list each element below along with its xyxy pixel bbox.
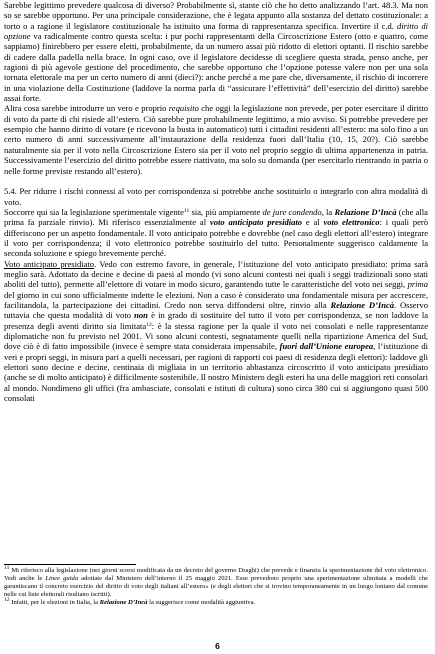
underlined-heading: Voto anticipato presidiato	[4, 258, 95, 269]
page-number: 6	[215, 641, 220, 651]
bold-italic-term: non	[134, 310, 148, 321]
italic-term: prima	[407, 279, 428, 290]
bold-italic-term: Relazione D’Incà	[99, 599, 148, 607]
text-run: che oggi la legislazione non prevede, per poter esercitare il diritto di voto da parte di chi risiede all’estero. Ciò sarebbe pure probabilmente legittimo, a mio avviso. Si potrebbe prevedere per esempio che hanno diritto di votare (e ricevono la busta in automatico) tutti i cittadini residenti all’estero: ma solo fino a un certo numero di anni successivamente all’instaurazione della residenza fuori dall’Italia (10, 15, 20?). Ciò sarebbe naturalmente sia per il voto nella Circoscrizione Estero sia per il voto nel proprio seggio di ultima appartenenza in patria. Successivamente l’esercizio del diritto potrebbe essere riattivato, ma solo su domanda (per esercitarlo rientrando in patria o nelle forme previste restando all’estero).	[4, 103, 428, 176]
bold-italic-term: Relazione D’Incà	[330, 300, 395, 311]
footnotes	[4, 567, 428, 607]
paragraph-requisito	[4, 103, 428, 175]
text-run: : è la stessa ragione per la quale il voto nei consolati e nelle rappresentanze diplomatiche non fu previsto nel 2001. Vi sono alcuni contesti, segnatamente quelli nella ripartizione America del Sud, dove ciò è di fatto impossibile (invece è sempre stata considerata impensabile,	[4, 320, 428, 352]
paragraph-opzione	[4, 0, 428, 103]
footnote-11	[4, 567, 428, 599]
text-run: è in grado di sostituire del tutto il voto per corrispondenza, se non laddove la presenza degli aventi diritto sia limitata	[4, 310, 428, 331]
italic-term: diritto di opzione	[4, 20, 428, 42]
paragraph-voto-anticipato	[4, 259, 428, 404]
text-run: , l’istituzione di veri e propri seggi, in misura pari a quelli necessari, per ragioni di rapporti coi paesi di residenza degli elettori): laddove gli elettori sono decine e decine, centinaia di migliaia in un territorio abbastanza circoscritto il voto anticipato presidiato (anche se di molto anticipato) è difficilmente sostenibile. Il nostro Ministero degli esteri ha una delle maggiori reti consolari al mondo. Nondimeno gli uffici (fra ambasciate, consolati e istituti di cultura) sono circa 380 cui si aggiungono quasi 500 consolati	[4, 341, 428, 404]
text-run: Infatti, per le elezioni in Italia, la	[9, 599, 100, 607]
text-run: . Vedo con estremo favore, in generale, l’istituzione del voto anticipato presidiato: prima sarà meglio sarà. Adottato da decine e decine di paesi al mondo (vi sono alcuni contesti nei quali i seggi tradizionali sono stati aboliti del tutto), permette all’elettore di votare in modo sicuro, garantendo tutte le caratteristiche del voto nei seggi,	[4, 258, 428, 290]
paragraph-legislazione-sperimentale	[4, 207, 428, 259]
bold-italic-term: fuori dall’Unione europea	[279, 341, 374, 352]
paragraph-gap	[4, 176, 428, 186]
bold-italic-term: voto anticipato presidiato	[209, 217, 303, 228]
text-run: va radicalmente contro questa scelta: i pur pochi rappresentanti della Circoscrizione Estero (otto e quattro, come sappiamo) finirebbero per essere eletti, probabilmente, da un numero assai più ridotto di elettori optanti. Il rischio sarebbe di cadere dalla padella nella brace. In ogni caso, ove il legislatore decidesse di scegliere questa strada, penso anche, per ragioni di più agevole gestione del procedimento, che sarebbe opportuno che l’opzione potesse valere non per una sola tornata elettorale ma per un certo numero di anni (dieci?): anche perché a me pare che, diversamente, il rischio di incorrere in una violazione della Costituzione (laddove la norma parla di “assicurare l’effettività” dell’esercizio del diritto) sarebbe assai forte.	[4, 31, 428, 104]
footnote-ref-11[interactable]: 11	[183, 207, 190, 214]
text-run: . Osservo tuttavia che questa modalità di voto	[4, 300, 428, 321]
text-run: Mi riferisco alla legislazione (nei giorni scorsi modificata da un decreto del governo Draghi) che prevede e finanzia la sperimentazione del voto elettronico. Vedi anche le	[4, 567, 428, 583]
text-run: Altra cosa sarebbe introdurre un vero e proprio	[4, 103, 169, 114]
text-run: adottate dal Ministero dell’interno il 25 maggio 2021. Esse prevedono proprio una sperimentazione ulimitata a modelli che garantiscano il concreto esercizio del diritto di voto degli italiani all’estero» (e degli elettori che si trovino temporaneamente in un luogo lontano dal comune nelle cui liste elettorali risultano iscritti).	[4, 575, 428, 599]
bold-italic-term: voto elettronico	[323, 217, 380, 228]
italic-term: de jure condendo	[262, 206, 322, 217]
footnote-separator	[4, 564, 136, 565]
italic-term: Linee guida	[45, 575, 79, 583]
text-run: , la	[321, 206, 335, 217]
text-run: : i quali però differiscono per un aspetto fondamentale. Il voto anticipato potrebbe e dovrebbe (nel caso degli elettori all’estero) integrare il voto per corrispondenza; il voto elettronico potrebbe sostituirlo del tutto. Personalmente suggerisco caldamente la seconda soluzione e spiego brevemente perché.	[4, 217, 429, 259]
text-run: Soccorre qui sia la legislazione sperimentale vigente	[4, 206, 184, 217]
bold-italic-term: Relazione D’Incà	[334, 206, 397, 217]
document-page	[4, 0, 428, 403]
footnote-ref-12[interactable]: 12	[146, 321, 152, 328]
text-run: Sarebbe legittimo prevedere qualcosa di diverso? Probabilmente sì, stante ciò che ho detto analizzando l’art. 48.3. Ma non so se sarebbe opportuno. Per una principale considerazione, che è legata appunto alla sostanza del dettato costituzionale: a torto o a ragione il legislatore costituzionale ha istituito una forma di rappresentanza specifica. Invertire il c.d.	[4, 0, 428, 31]
section-heading: 5.4. Per ridurre i rischi connessi al voto per corrispondenza si potrebbe anche sostituirlo o integrarlo con altra modalità di voto.	[4, 186, 428, 207]
text-run: (che alla prima fa parziale rinvio). Mi riferisco essenzialmente al	[4, 206, 428, 228]
footnote-number: 11	[4, 565, 10, 571]
footnote-number: 12	[4, 597, 10, 604]
text-run: sia, più ampiamente	[189, 206, 263, 217]
italic-term: requisito	[168, 103, 199, 114]
text-run: del giorno in cui sono ufficialmente indette le elezioni. Non a caso è considerato una fondamentale misura per accrescere, facilitandola, la partecipazione dei cittadini. Credo non serva diffondersi oltre, rinvio alla	[4, 289, 428, 311]
footnote-12	[4, 599, 428, 607]
text-run: la suggerisce come modalità aggiuntiva.	[147, 599, 256, 607]
text-run: e al	[302, 217, 324, 228]
